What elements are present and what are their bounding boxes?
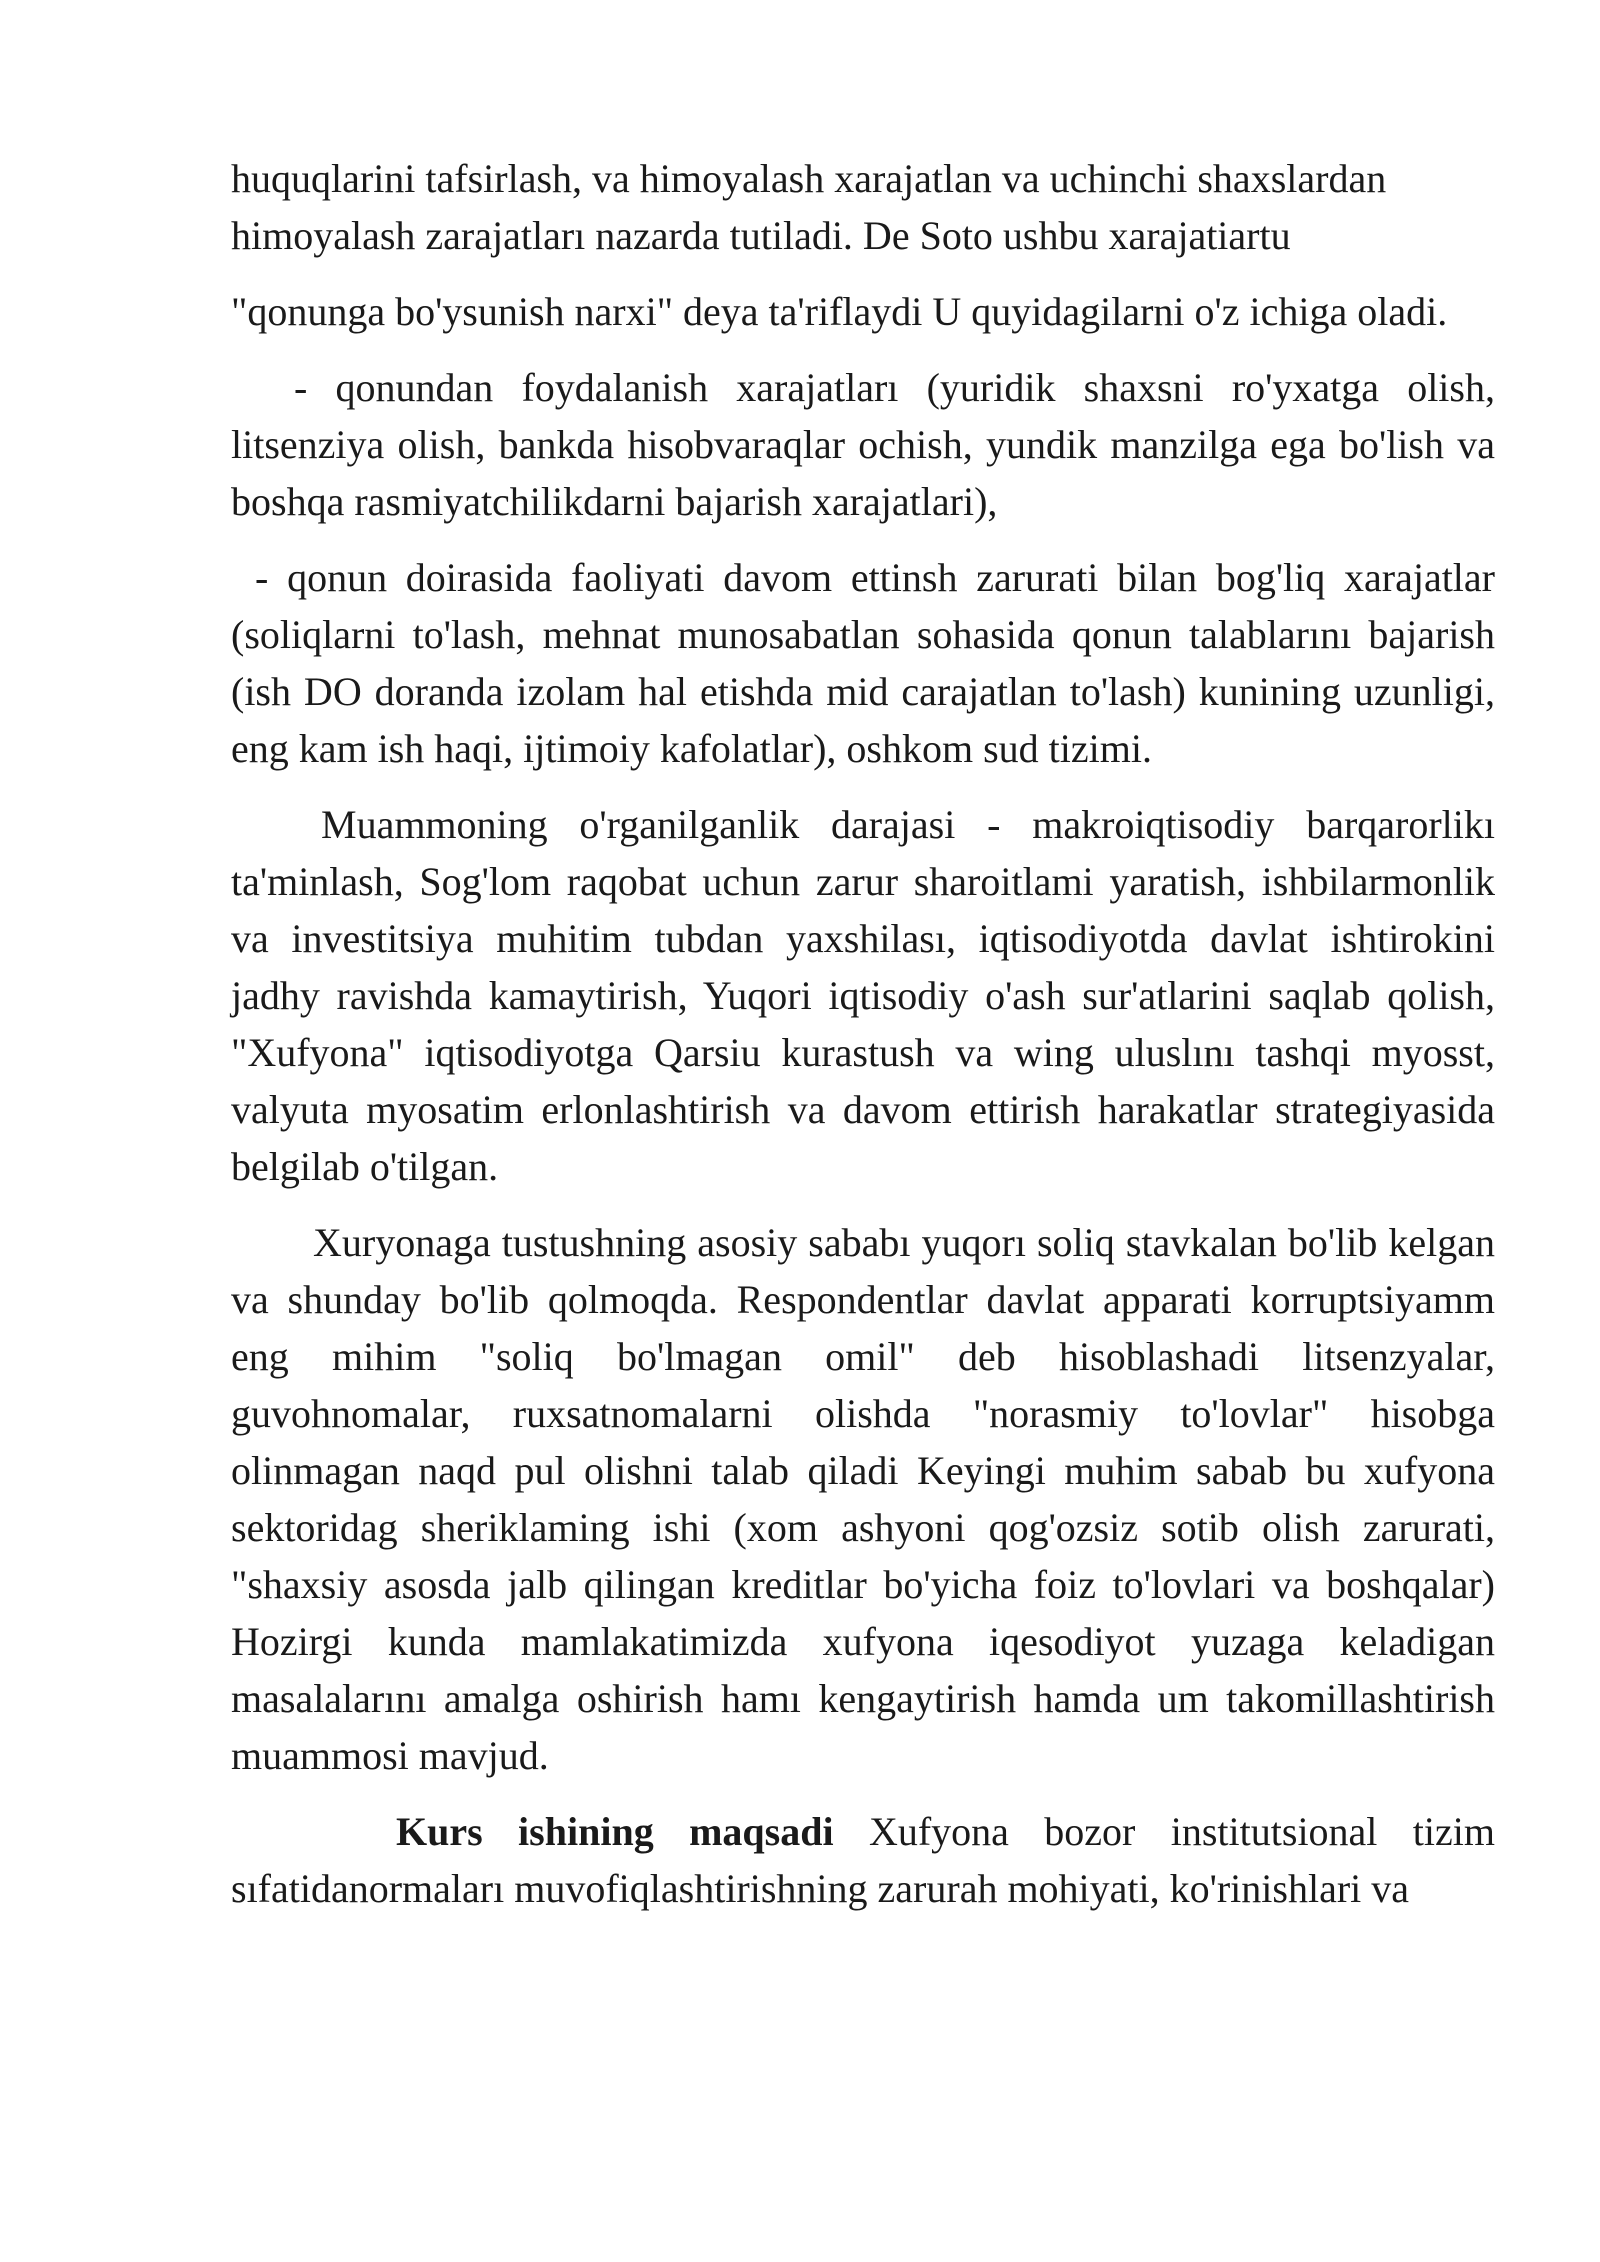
course-goal-heading: Kurs ishining maqsadi: [396, 1809, 834, 1854]
paragraph-continuation-line1: huquqlarini tafsirlash, va himoyalash xarajatlan va uchinchi shaxslardan: [231, 156, 1387, 201]
bullet-law-compliance-costs: - qonun doirasida faoliyati davom ettinsh zarurati bilan bog'liq xarajatlar (soliqlarni to'lash, mehnat munosabatlan sohasida qonun talablarını bajarish (ish DO doranda izolam hal etishda mid carajatlan to'lash) kunining uzunligi, eng kam ish haqi, ijtimoiy kafolatlar), oshkom sud tizimi.: [231, 555, 1495, 771]
paragraph-continuation-line2: himoyalash zarajatları nazarda tutiladi. De Soto ushbu xarajatiartu: [231, 213, 1291, 258]
paragraph-shadow-causes: Xuryonaga tustushning asosiy sababı yuqorı soliq stavkalan bo'lib kelgan va shunday bo'lib qolmoqda. Respondentlar davlat apparati korruptsiyamm eng mihim "soliq bo'lmagan omil" deb hisoblashadi litsenzyalar, guvohnomalar, ruxsatnomalarni olishda "norasmiy to'lovlar" hisobga olinmagan naqd pul olishni talab qiladi Keyingi muhim sabab bu xufyona sektoridag sheriklaming ishi (xom ashyoni qog'ozsiz sotib olish zarurati, "shaxsiy asosda jalb qilingan kreditlar bo'yicha foiz to'lovlari va boshqalar) Hozirgi kunda mamlakatimizda xufyona iqesodiyot yuzaga keladigan masalalarını amalga oshirish hamı kengaytirish hamda um takomillashtirish muammosi mavjud.: [231, 1220, 1495, 1778]
course-goal-text: Xufyona bozor institutsional tizim sıfatidanormaları muvofiqlashtirishning zarurah mohiyati, ko'rinishlari va: [231, 1809, 1495, 1911]
bullet-law-usage-costs: - qonundan foydalanish xarajatları (yuridik shaxsni ro'yxatga olish, litsenziya olish, bankda hisobvaraqlar ochish, yundik manzilga ega bo'lish va boshqa rasmiyatchilikdarni bajarish xarajatlari),: [231, 365, 1495, 524]
paragraph-definition: "qonunga bo'ysunish narxi" deya ta'riflaydi U quyidagilarni o'z ichiga oladi.: [231, 289, 1448, 334]
paragraph-course-goal: [231, 1803, 1495, 1917]
paragraph-problem-study: Muammoning o'rganilganlik darajasi - makroiqtisodiy barqarorlikı ta'minlash, Sog'lom raqobat uchun zarur sharoitlami yaratish, ishbilarmonlik va investitsiya muhitim tubdan yaxshilası, iqtisodiyotda davlat ishtirokini jadhy ravishda kamaytirish, Yuqori iqtisodiy o'ash sur'atlarini saqlab qolish, "Xufyona" iqtisodiyotga Qarsiu kurastush va wing uluslını tashqi myosst, valyuta myosatim erlonlashtirish va davom ettirish harakatlar strategiyasida belgilab o'tilgan.: [231, 802, 1495, 1189]
paragraph-continuation: [231, 150, 1495, 264]
document-page: [231, 150, 1495, 1917]
